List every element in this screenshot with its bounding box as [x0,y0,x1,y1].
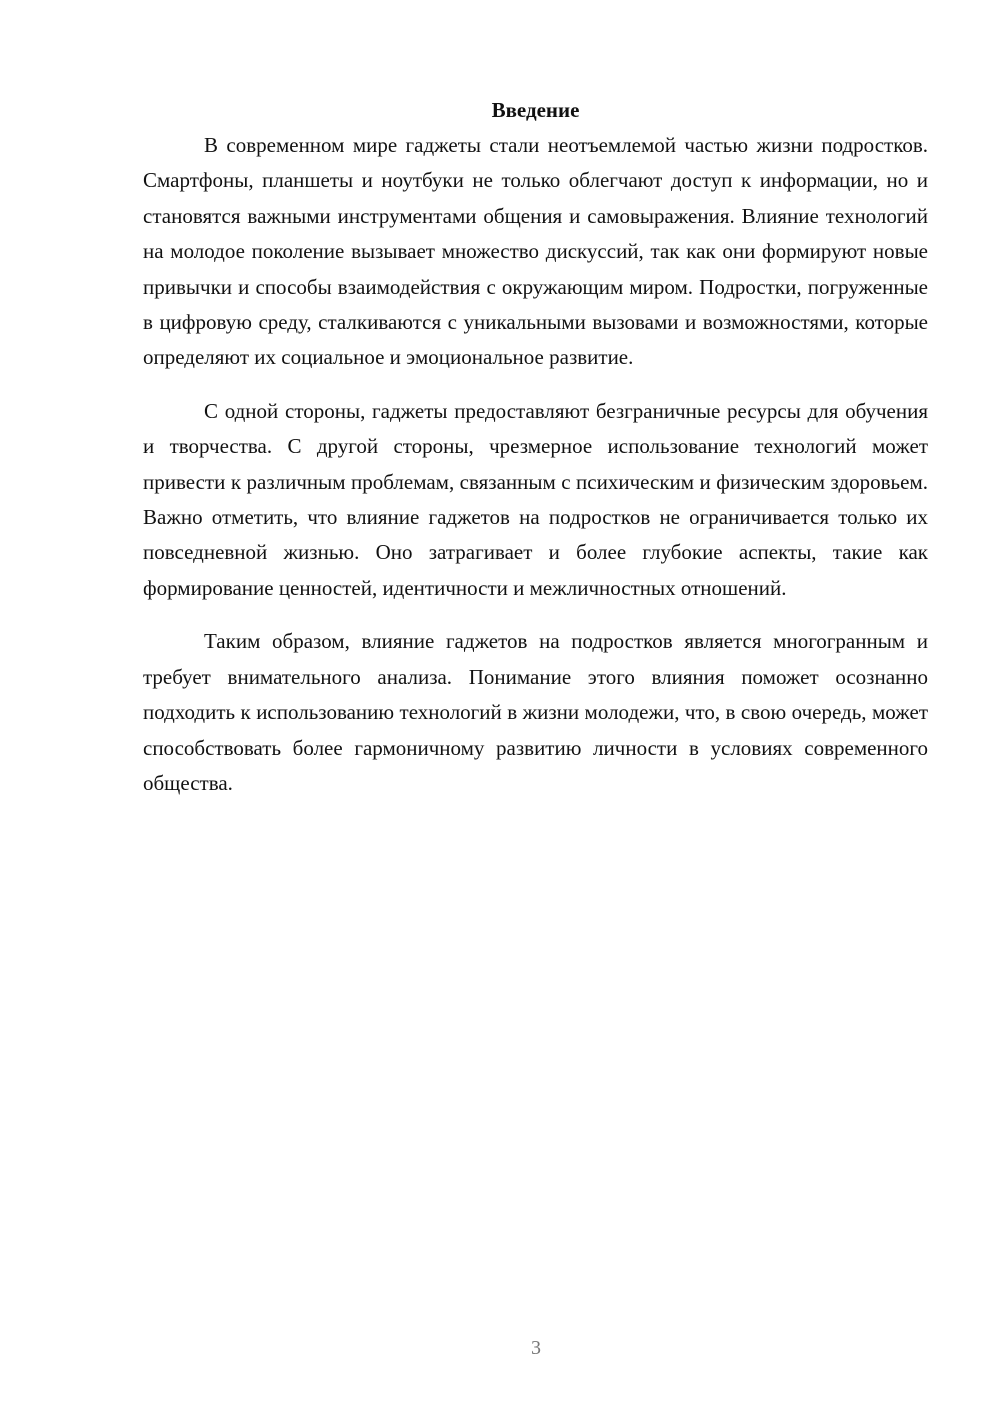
paragraph-2: С одной стороны, гаджеты предоставляют безграничные ресурсы для обучения и творчества. С другой стороны, чрезмерное использование технологий может привести к различным проблемам, связанным с психическим и физическим здоровьем. Важно отметить, что влияние гаджетов на подростков не ограничивается только их повседневной жизнью. Оно затрагивает и более глубокие аспекты, такие как формирование ценностей, идентичности и межличностных отношений. [143,398,928,600]
paragraph-1: В современном мире гаджеты стали неотъемлемой частью жизни подростков. Смартфоны, планшеты и ноутбуки не только облегчают доступ к информации, но и становятся важными инструментами общения и самовыражения. Влияние технологий на молодое поколение вызывает множество дискуссий, так как они формируют новые привычки и способы взаимодействия с окружающим миром. Подростки, погруженные в цифровую среду, сталкиваются с уникальными вызовами и возможностями, которые определяют их социальное и эмоциональное развитие. [143,133,928,370]
section-title: Введение [491,98,580,122]
page-number: 3 [531,1337,541,1359]
page-content [143,93,928,801]
paragraph-3: Таким образом, влияние гаджетов на подростков является многогранным и требует внимательного анализа. Понимание этого влияния поможет осознанно подходить к использованию технологий в жизни молодежи, что, в свою очередь, может способствовать более гармоничному развитию личности в условиях современного общества. [143,629,928,795]
